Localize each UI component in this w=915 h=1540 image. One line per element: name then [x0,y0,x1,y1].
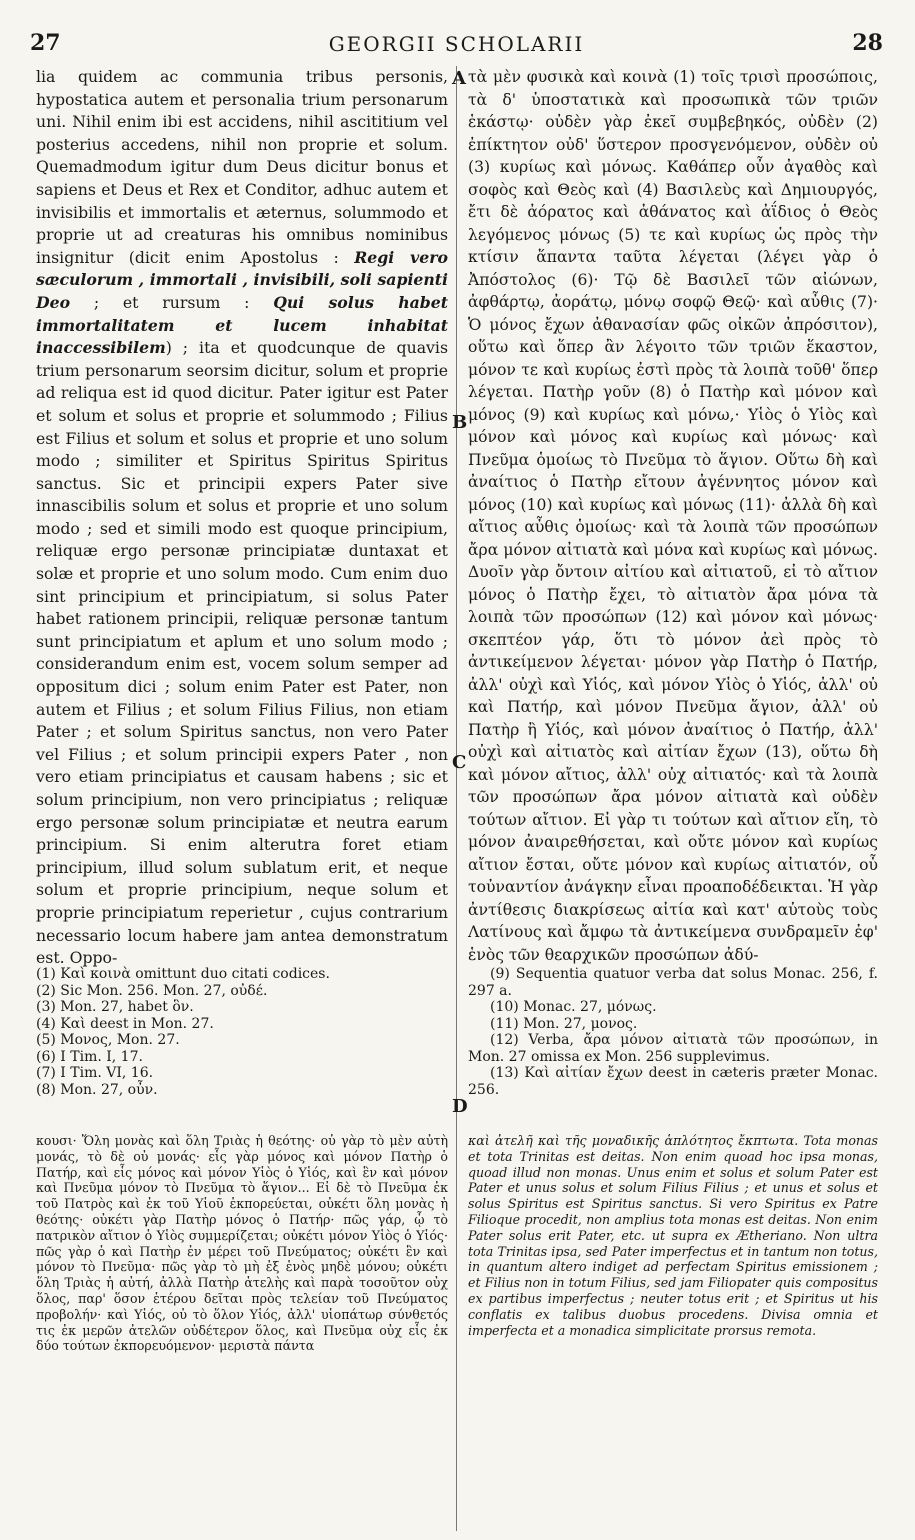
footnote: (8) Mon. 27, οὖν. [36,1081,158,1098]
footnote: (13) Καὶ αἰτίαν ἔχων deest in cæteris præter Monac. 256. [468,1065,878,1098]
margin-letter-d: D [452,1096,468,1117]
latin-main-column [36,66,448,968]
footnote: (1) Καὶ κοινὰ omittunt duo citati codices. [36,966,330,982]
running-title: GEORGII SCHOLARII [328,32,585,56]
column-divider [456,66,457,1531]
margin-letter-c: C [452,752,467,773]
page-number-right: 28 [852,30,883,56]
footnote: (12) Verba, ἄρα μόνον αἰτιατὰ τῶν προσώπων, in Mon. 27 omissa ex Mon. 256 supplevimus. [468,1032,878,1065]
footnote: (11) Mon. 27, μονος. [490,1015,638,1032]
footnote: (3) Mon. 27, habet ὃν. [36,999,194,1015]
latin-text-part-1: lia quidem ac communia tribus personis, hypostatica autem et personalia trium personarum uni. Nihil enim ibi est accidens, nihil ascititium vel posterius accedens, nihil non proprie et solum. Quemadmodum igitur dum Deus dicitur bonus et sapiens et Deus et Rex et Conditor, adhuc autem et invisibilis et immortalis et æternus, solummodo et proprie ut ad creaturas his omnibus nominibus insignitur (dicit enim Apostolus : [36,67,448,267]
footnote: (2) Sic Mon. 256. Mon. 27, οὐδέ. [36,982,268,999]
footnote: (6) I Tim. I, 17. [36,1048,143,1065]
lower-latin-column [468,1133,878,1533]
greek-main-text: τὰ μὲν φυσικὰ καὶ κοινὰ (1) τοῖς τρισὶ προσώποις, τὰ δ' ὑποστατικὰ καὶ προσωπικὰ τῶν τριῶν ἑκάστῳ· οὐδὲν γὰρ ἐκεῖ συμβεβηκός, οὐδὲν (2) ἐπίκτητον οὐδ' ὕστερον προσγενόμενον, οὐδὲν οὐ (3) κυρίως καὶ μόνως. Καθάπερ οὖν ἀγαθὸς καὶ σοφὸς καὶ Θεὸς καὶ (4) Βασιλεὺς καὶ Δημιουργός, ἔτι δὲ ἀόρατος καὶ ἀθάνατος καὶ ἀΐδιος ὁ Θεὸς λεγόμενος μόνως (5) τε καὶ κυρίως ὡς πρὸς τὴν κτίσιν ἅπαντα ταῦτα λέγεται (λέγει γὰρ ὁ Ἀπόστολος (6)· Τῷ δὲ Βασιλεῖ τῶν αἰώνων, ἀφθάρτῳ, ἀοράτῳ, μόνῳ σοφῷ Θεῷ· καὶ αὖθις (7)· Ὁ μόνος ἔχων ἀθανασίαν φῶς οἰκῶν ἀπρόσιτον), οὕτω καὶ ὅπερ ἂν λέγοιτο τῶν τριῶν ἕκαστον, μόνον τε καὶ κυρίως ἐστὶ πρὸς τὰ λοιπὰ τοῦθ' ὅπερ λέγεται. Πατὴρ γοῦν (8) ὁ Πατὴρ καὶ μόνον καὶ μόνος (9) καὶ κυρίως καὶ μόνω,· Υἱὸς ὁ Υἱὸς καὶ μόνον καὶ μόνος καὶ κυρίως καὶ μόνως· καὶ Πνεῦμα ὁμοίως τὸ Πνεῦμα τὸ ἅγιον. Οὕτω δὴ καὶ ἀναίτιος ὁ Πατὴρ εἴτουν ἀγέννητος μόνον καὶ μόνος (10) καὶ κυρίως καὶ μόνως (11)· ἀλλὰ δὴ καὶ αἴτιος αὖθις ὁμοίως· καὶ τὰ λοιπὰ τῶν προσώπων ἄρα μόνον αἰτιατὰ καὶ μόνα καὶ κυρίως καὶ μόνως. Δυοῖν γὰρ ὄντοιν αἰτίου καὶ αἰτιατοῦ, εἰ τὸ αἴτιον μόνος ὁ Πατὴρ ἔχει, τὸ αἰτιατὸν ἄρα μόνα τὰ λοιπὰ τῶν προσώπων (12) καὶ μόνον καὶ μόνως· σκεπτέον γάρ, ὅτι τὸ μόνον ἀεὶ πρὸς τὸ ἀντικείμενον λέγεται· μόνον γὰρ Πατὴρ ὁ Πατήρ, ἀλλ' οὐχὶ καὶ Υἱός, καὶ μόνον Υἱὸς ὁ Υἱός, ἀλλ' οὐ καὶ Πατήρ, καὶ μόνον Πνεῦμα ἅγιον, ἀλλ' οὐ Πατὴρ ἢ Υἱός, καὶ μόνον ἀναίτιος ὁ Πατήρ, ἀλλ' οὐχὶ καὶ αἰτιατὸς καὶ αἰτίαν ἔχων (13), οὕτω δὴ καὶ μόνον αἴτιος, ἀλλ' οὐχ αἰτιατός· καὶ τὰ λοιπὰ τῶν προσώπων ἄρα μόνον αἰτιατὰ καὶ οὐδὲν τούτων αἴτιον. Εἰ γὰρ τι τούτων καὶ αἴτιον εἴη, τὸ μόνον ἀναιρεθήσεται, καὶ οὔτε μόνον καὶ κυρίως αἴτιον ἔσται, οὔτε μόνον καὶ κυρίως αἰτιατόν, οὗ τοὐναντίον ἀνάγκην εἶναι προαποδέδεικται. Ἡ γὰρ ἀντίθεσις διακρίσεως αἰτία καὶ κατ' αὐτοὺς τοὺς Λατίνους καὶ ἄμφω τὰ ἀντικείμενα συνδραμεῖν ἐφ' ἑνὸς τῶν θεαρχικῶν προσώπων ἀδύ- [468,68,878,964]
latin-text-part-2: ; et rursum : [70,292,274,312]
footnote: (5) Μονος, Mon. 27. [36,1032,180,1048]
footnotes-left [36,966,448,1098]
lower-greek-text: κουσι· Ὅλη μονὰς καὶ ὅλη Τριὰς ἡ θεότης· οὐ γὰρ τὸ μὲν αὐτὴ μονάς, τὸ δὲ οὐ μονάς· εἷς γὰρ μόνος καὶ μόνον Πατὴρ ὁ Πατήρ, καὶ εἷς μόνος καὶ μόνον Υἱὸς ὁ Υἱός, καὶ ἓν καὶ μόνον καὶ Πνεῦμα μόνον τὸ Πνεῦμα τὸ ἅγιον... Εἰ δὲ τὸ Πνεῦμα ἐκ τοῦ Πατρὸς καὶ ἐκ τοῦ Υἱοῦ ἐκπορεύεται, οὐκέτι ὅλη μονὰς ἡ θεότης· οὐκέτι γὰρ Πατὴρ μόνος ὁ Πατήρ· πῶς γάρ, ᾧ τὸ πατρικὸν αἴτιον ὁ Υἱὸς συμμερίζεται; οὐκέτι μόνον Υἱὸς ὁ Υἱός· πῶς γὰρ ὁ καὶ Πατὴρ ἐν μέρει τοῦ Πνεύματος; οὐκέτι ἓν καὶ μόνον τὸ Πνεῦμα· πῶς γὰρ τὸ μὴ ἐξ ἑνὸς μηδὲ μόνου; οὐκέτι ὅλη Τριὰς ἡ αὐτή, ἀλλὰ Πατὴρ ἀτελὴς καὶ παρὰ τοσοῦτον οὐχ ὅλος, παρ' ὅσον ἑτέρου δεῖται πρὸς τελείαν τοῦ Πνεύματος προβολήν· καὶ Υἱός, οὐ τὸ ὅλον Υἱός, ἀλλ' υἱοπάτωρ σύνθετός τις ἐκ μερῶν ἀτελῶν οὐδέτερον ὅλος, καὶ Πνεῦμα οὐχ εἷς ἐκ δύο τούτων ἐκπορευόμενον· μεριστὰ πάντα [36,1133,448,1354]
latin-text-part-3: ) ; ita et quodcunque de quavis trium personarum seorsim dicitur, solum et proprie ad reliqua est id quod dicitur. Pater igitur est Pater et solum et solus et proprie et solummodo ; Filius est Filius et solum et solus et proprie et uno solum modo ; similiter et Spiritus Spiritus Spiritus sanctus. Sic et principii expers Pater sive innascibilis solum et solus et proprie et uno solum modo ; sed et simili modo est quoque principium, reliquæ ergo personæ principiatæ duntaxat et solæ et proprie et uno solum modo. Cum enim duo sint principium et principiatum, si solus Pater habet rationem principii, reliquæ personæ tantum sunt principiatum et aplum et uno solum modo ; considerandum enim est, vocem solum semper ad oppositum dici ; solum enim Pater est Pater, non autem et Filius ; et solum Filius Filius, non etiam Pater ; et solum Spiritus sanctus, non vero Pater vel Filius ; et solum principii expers Pater , non vero etiam principiatus et causam habens ; sic et solum principium, non vero principiatus ; reliquæ ergo personæ solum principiatæ et neutra earum principium. Si enim alterutra foret etiam principium, illud solum sublatum erit, et neque solum et proprie principium, neque solum et proprie principiatum reperietur , cujus contrarium necessario locum habere jam antea demonstratum est. Oppo- [36,338,448,968]
lower-latin-text: καὶ ἀτελῆ καὶ τῆς μοναδικῆς ἁπλότητος ἔκπτωτα. Tota monas et tota Trinitas est deitas. Non enim quoad hoc ipsa monas, quoad illud non monas. Unus enim et solus et solum Pater est Pater et unus solus et solum Filius Filius ; et unus et solus et solus Spiritus est Spiritus sanctus. Si vero Spiritus ex Patre Filioque procedit, non amplius tota monas est deitas. Non enim Pater solus erit Pater, etc. ut supra ex Ætheriano. Non ultra tota Trinitas ipsa, sed Pater imperfectus et in tantum non totus, in quantum altero indiget ad perfectam Spiritus emissionem ; et Filius non in totum Filius, sed jam Filiopater quis compositus ex partibus imperfectus ; neuter totus erit ; et Spiritus ut his conflatis ex talibus duobus procedens. Divisa omnia et imperfecta et a monadica simplicitate prorsus remota. [468,1133,878,1338]
footnote: (10) Monac. 27, μόνως. [490,999,657,1015]
margin-letter-a: A [452,68,466,89]
footnote: (7) I Tim. VI, 16. [36,1065,154,1081]
latin-quotation-1: Regi vero sæculorum , immortali , invisibili, soli sapienti Deo [36,247,448,312]
footnotes-right [468,966,878,1098]
page-number-left: 27 [30,30,61,56]
latin-quotation-2: Qui solus habet immortalitatem et lucem inhabitat inaccessibilem [36,292,448,358]
margin-letter-b: B [452,412,468,433]
page-header [30,30,883,60]
footnote: (4) Καὶ deest in Mon. 27. [36,1015,214,1032]
footnote: (9) Sequentia quatuor verba dat solus Monac. 256, f. 297 a. [468,966,878,999]
greek-main-column [468,66,878,964]
lower-greek-column [36,1133,448,1533]
